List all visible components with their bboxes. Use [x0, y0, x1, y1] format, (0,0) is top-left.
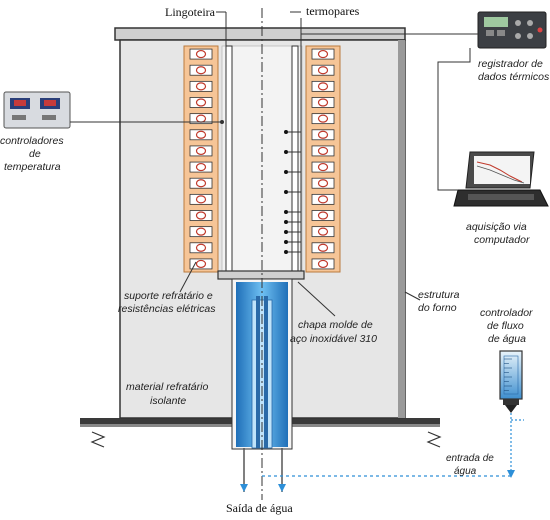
resistor-coil	[190, 81, 212, 91]
label-controladores-2: de	[29, 148, 41, 160]
resistor-coil	[312, 162, 334, 172]
resistor-coil	[312, 227, 334, 237]
label-entrada-1: entrada de	[446, 453, 494, 464]
resistor-coil	[312, 98, 334, 108]
resistor-coil	[312, 259, 334, 269]
label-chapa-1: chapa molde de	[298, 319, 373, 331]
label-registrador-1: registrador de	[478, 58, 543, 70]
label-controlador-fluxo-2: de fluxo	[487, 320, 524, 332]
label-suporte-2: resistências elétricas	[118, 303, 216, 315]
resistor-coil	[312, 65, 334, 75]
label-registrador-2: dados térmicos	[478, 71, 550, 83]
resistor-coil	[190, 162, 212, 172]
label-lingoteira: Lingoteira	[165, 5, 215, 19]
label-termopares: termopares	[306, 4, 360, 18]
resistor-coil	[190, 227, 212, 237]
label-suporte-1: suporte refratário e	[124, 290, 213, 302]
laptop-computer	[454, 152, 548, 206]
resistor-coil	[190, 98, 212, 108]
label-material-1: material refratário	[126, 381, 209, 393]
data-recorder-device	[478, 12, 546, 48]
resistor-coil	[190, 146, 212, 156]
resistor-coil	[312, 194, 334, 204]
resistor-coil	[312, 49, 334, 59]
chill-plate	[218, 271, 304, 279]
resistor-coil	[312, 81, 334, 91]
resistor-coil	[312, 114, 334, 124]
label-estrutura-1: estrutura	[418, 289, 460, 301]
label-controlador-fluxo-1: controlador	[480, 307, 533, 319]
label-chapa-2: aço inoxidável 310	[290, 333, 377, 345]
resistor-coil	[190, 211, 212, 221]
resistor-coil	[312, 130, 334, 140]
resistor-coil	[190, 65, 212, 75]
resistor-coil	[312, 178, 334, 188]
label-controlador-fluxo-3: de água	[488, 333, 526, 345]
resistor-coil	[190, 243, 212, 253]
label-entrada-2: água	[454, 466, 477, 477]
resistor-coil	[312, 243, 334, 253]
resistor-panel-right	[306, 46, 340, 272]
resistor-coil	[190, 194, 212, 204]
label-aquisicao-1: aquisição via	[466, 221, 527, 233]
resistor-coil	[190, 49, 212, 59]
resistor-coil	[312, 211, 334, 221]
resistor-coil	[190, 130, 212, 140]
label-controladores-1: controladores	[0, 135, 64, 147]
label-controladores-3: temperatura	[4, 161, 61, 173]
resistor-panel-left	[184, 46, 218, 272]
resistor-coil	[190, 178, 212, 188]
resistor-coil	[312, 146, 334, 156]
label-saida: Saída de água	[226, 501, 293, 515]
label-estrutura-2: do forno	[418, 302, 457, 314]
label-aquisicao-2: computador	[474, 234, 530, 246]
label-material-2: isolante	[150, 395, 187, 407]
